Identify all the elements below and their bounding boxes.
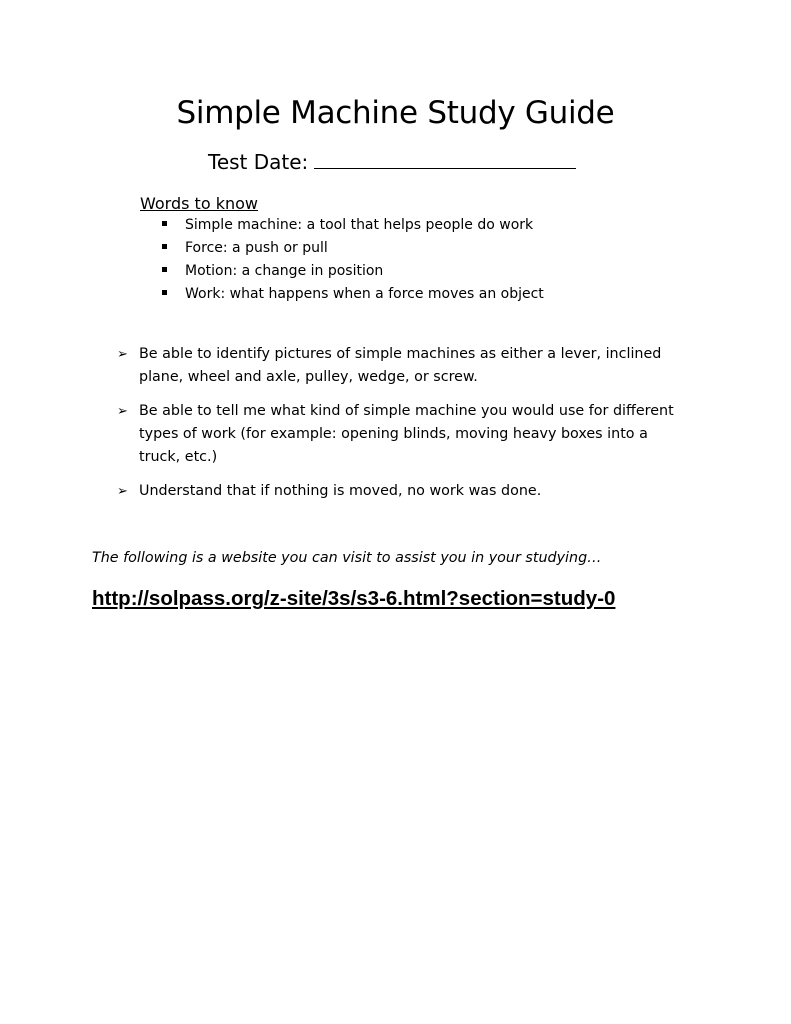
arrow-bullet-icon: ➢	[117, 484, 128, 499]
goal-item	[117, 400, 674, 469]
goal-text-line: Be able to identify pictures of simple machines as either a lever, inclined	[139, 346, 662, 362]
goal-item	[117, 343, 661, 389]
square-bullet-icon	[162, 244, 167, 249]
definition-text: Force: a push or pull	[185, 240, 328, 256]
square-bullet-icon	[162, 290, 167, 295]
page-title: Simple Machine Study Guide	[176, 95, 615, 131]
words-heading: Words to know	[140, 194, 258, 213]
definition-item	[162, 217, 533, 233]
goal-text-line: Be able to tell me what kind of simple machine you would use for different	[139, 403, 674, 419]
square-bullet-icon	[162, 267, 167, 272]
goal-text-line: plane, wheel and axle, pulley, wedge, or screw.	[139, 369, 478, 385]
goal-text-line: Understand that if nothing is moved, no work was done.	[139, 483, 542, 499]
definition-item	[162, 286, 544, 302]
goal-item	[117, 480, 541, 503]
goal-text-line: types of work (for example: opening blinds, moving heavy boxes into a	[139, 426, 648, 442]
test-date-label: Test Date:	[208, 150, 309, 174]
definition-text: Simple machine: a tool that helps people do work	[185, 217, 534, 233]
goal-text-line: truck, etc.)	[139, 449, 218, 465]
arrow-bullet-icon: ➢	[117, 347, 128, 362]
definition-text: Motion: a change in position	[185, 263, 384, 279]
arrow-bullet-icon: ➢	[117, 404, 128, 419]
test-date-blank-line	[314, 152, 576, 169]
square-bullet-icon	[162, 221, 167, 226]
definition-text: Work: what happens when a force moves an object	[185, 286, 544, 302]
website-note: The following is a website you can visit to assist you in your studying…	[92, 550, 602, 566]
definition-item	[162, 240, 328, 256]
definition-item	[162, 263, 383, 279]
test-date-field	[208, 150, 576, 174]
study-website-link[interactable]: http://solpass.org/z-site/3s/s3-6.html?section=study-0	[92, 587, 616, 610]
